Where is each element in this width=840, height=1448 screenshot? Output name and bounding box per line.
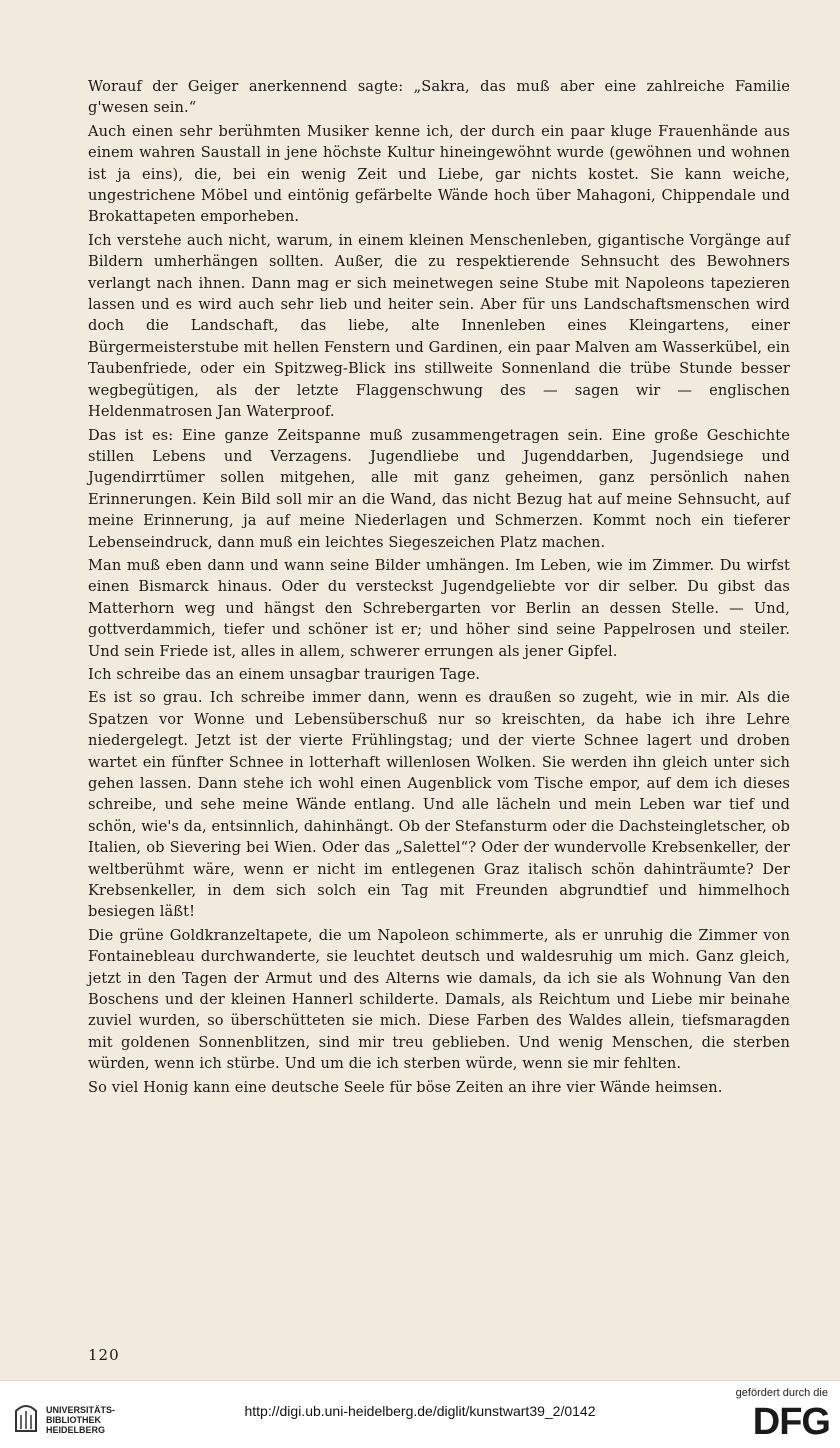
dfg-logo: DFG [752,1401,830,1443]
library-name: UNIVERSITÄTS- BIBLIOTHEK HEIDELBERG [46,1405,116,1435]
body-text [88,76,790,1100]
funding-note: gefördert durch die [735,1387,828,1399]
page-number: 120 [88,1346,120,1364]
paragraph: Die grüne Goldkranzeltapete, die um Napoleon schimmerte, als er unruhig die Zimmer von Fontainebleau durchwanderte, sie leuchtet deutsch und waldesruhig um mich. Ganz gleich, jetzt in den Tagen der Armut und des Alterns wie damals, da ich sie als Wohnung Van den Boschens und der kleinen Hannerl schilderte. Damals, als Reichtum und Liebe mir beinahe zuviel wurden, so überschütteten sie mich. Diese Farben des Waldes allein, tiefsmaragden mit goldenen Sonnenblitzen, sind mir treu geblieben. Und wenig Menschen, die sterben würden, wenn ich stürbe. Und um die ich sterben würde, wenn sie mir fehlten. [88,926,790,1073]
paragraph: So viel Honig kann eine deutsche Seele für böse Zeiten an ihre vier Wände heimsen. [88,1078,723,1096]
footer-bar [0,1380,840,1448]
permalink-link[interactable]: http://digi.ub.uni-heidelberg.de/diglit/kunstwart39_2/0142 [244,1403,596,1419]
permalink[interactable] [0,1403,840,1419]
paragraph: Das ist es: Eine ganze Zeitspanne muß zusammengetragen sein. Eine große Geschichte stillen Lebens und Verzagens. Jugendliebe und Jugenddarben, Jugendsiege und Jugendirrtümer sollen mitgehen, alle mit ganz geheimen, ganz persönlich nahen Erinnerungen. Kein Bild soll mir an die Wand, das nicht Bezug hat auf meine Sehnsucht, auf meine Erinnerung, ja auf meine Niederlagen und Schmerzen. Kommt noch ein tieferer Lebenseindruck, dann muß ein leichtes Siegeszeichen Platz machen. [88,426,790,551]
paragraph: Ich schreibe das an einem unsagbar traurigen Tage. [88,665,481,683]
paragraph: Es ist so grau. Ich schreibe immer dann, wenn es draußen so zugeht, wie in mir. Als die Spatzen vor Wonne und Lebensüberschuß nur so kreischten, da habe ich ihre Lehre niedergelegt. Jetzt ist der vierte Frühlingstag; und der vierte Schnee lagert und droben wartet ein fünfter Schnee in lotterhaft willenlosen Wolken. Sie werden ihn gleich unter sich gehen lassen. Dann stehe ich wohl einen Augenblick vom Tische empor, auf dem ich dieses schreibe, und sehe meine Wände entlang. Und alle lächeln und mein Leben war tief und schön, wie's da, entsinnlich, dahinhängt. Ob der Stefansturm oder die Dachsteingletscher, ob Italien, ob Sievering bei Wien. Oder das „Salettel“? Oder der wundervolle Krebsenkeller, der weltberühmt wäre, wenn er nicht im entlegenen Graz italisch schön dahinträumte? Der Krebsenkeller, in dem sich solch ein Tag mit Freunden abgrundtief und himmelhoch besiegen läßt! [88,689,790,921]
paragraph: Ich verstehe auch nicht, warum, in einem kleinen Menschenleben, gigantische Vorgänge auf Bildern umherhängen sollten. Außer, die zu respektierende Sehnsucht des Bewohners verlangt nach ihnen. Dann mag er sich meinetwegen seine Stube mit Napoleons tapezieren lassen und es wird auch sehr lieb und heiter sein. Aber für uns Landschaftsmenschen wird doch die Landschaft, das liebe, alte Innenleben eines Kleingartens, einer Bürgermeisterstube mit hellen Fenstern und Gardinen, ein paar Malven am Wasserkübel, ein Taubenfriede, oder ein Spitzweg-Blick ins stillweite Sonnenland die trübe Stunde besser wegbegütigen, als der letzte Flaggenschwung des — sagen wir — englischen Heldenmatrosen Jan Waterproof. [88,231,790,421]
paragraph: Auch einen sehr berühmten Musiker kenne ich, der durch ein paar kluge Frauenhände aus einem wahren Saustall in jene höchste Kultur hineingewöhnt wurde (gewöhnen und wohnen ist ja eins), die, bei ein wenig Zeit und Liebe, gar nichts kostet. Sie kann weiche, ungestrichene Möbel und eintönig gefärbelte Wände hoch über Mahagoni, Chippendale und Brokattapeten emporheben. [88,122,790,226]
paragraph: Man muß eben dann und wann seine Bilder umhängen. Im Leben, wie im Zimmer. Du wirfst einen Bismarck hinaus. Oder du versteckst Jugendgeliebte vor dir selber. Du gibst das Matterhorn weg und hängst den Schrebergarten vor Berlin an dessen Stelle. — Und, gottverdammich, tiefer und schöner ist er; und höher sind seine Pappelrosen und steiler. Und sein Friede ist, alles in allem, schwerer errungen als jener Gipfel. [88,556,790,660]
paragraph: Worauf der Geiger anerkennend sagte: „Sakra, das muß aber eine zahlreiche Familie g'wesen sein.“ [88,78,790,117]
